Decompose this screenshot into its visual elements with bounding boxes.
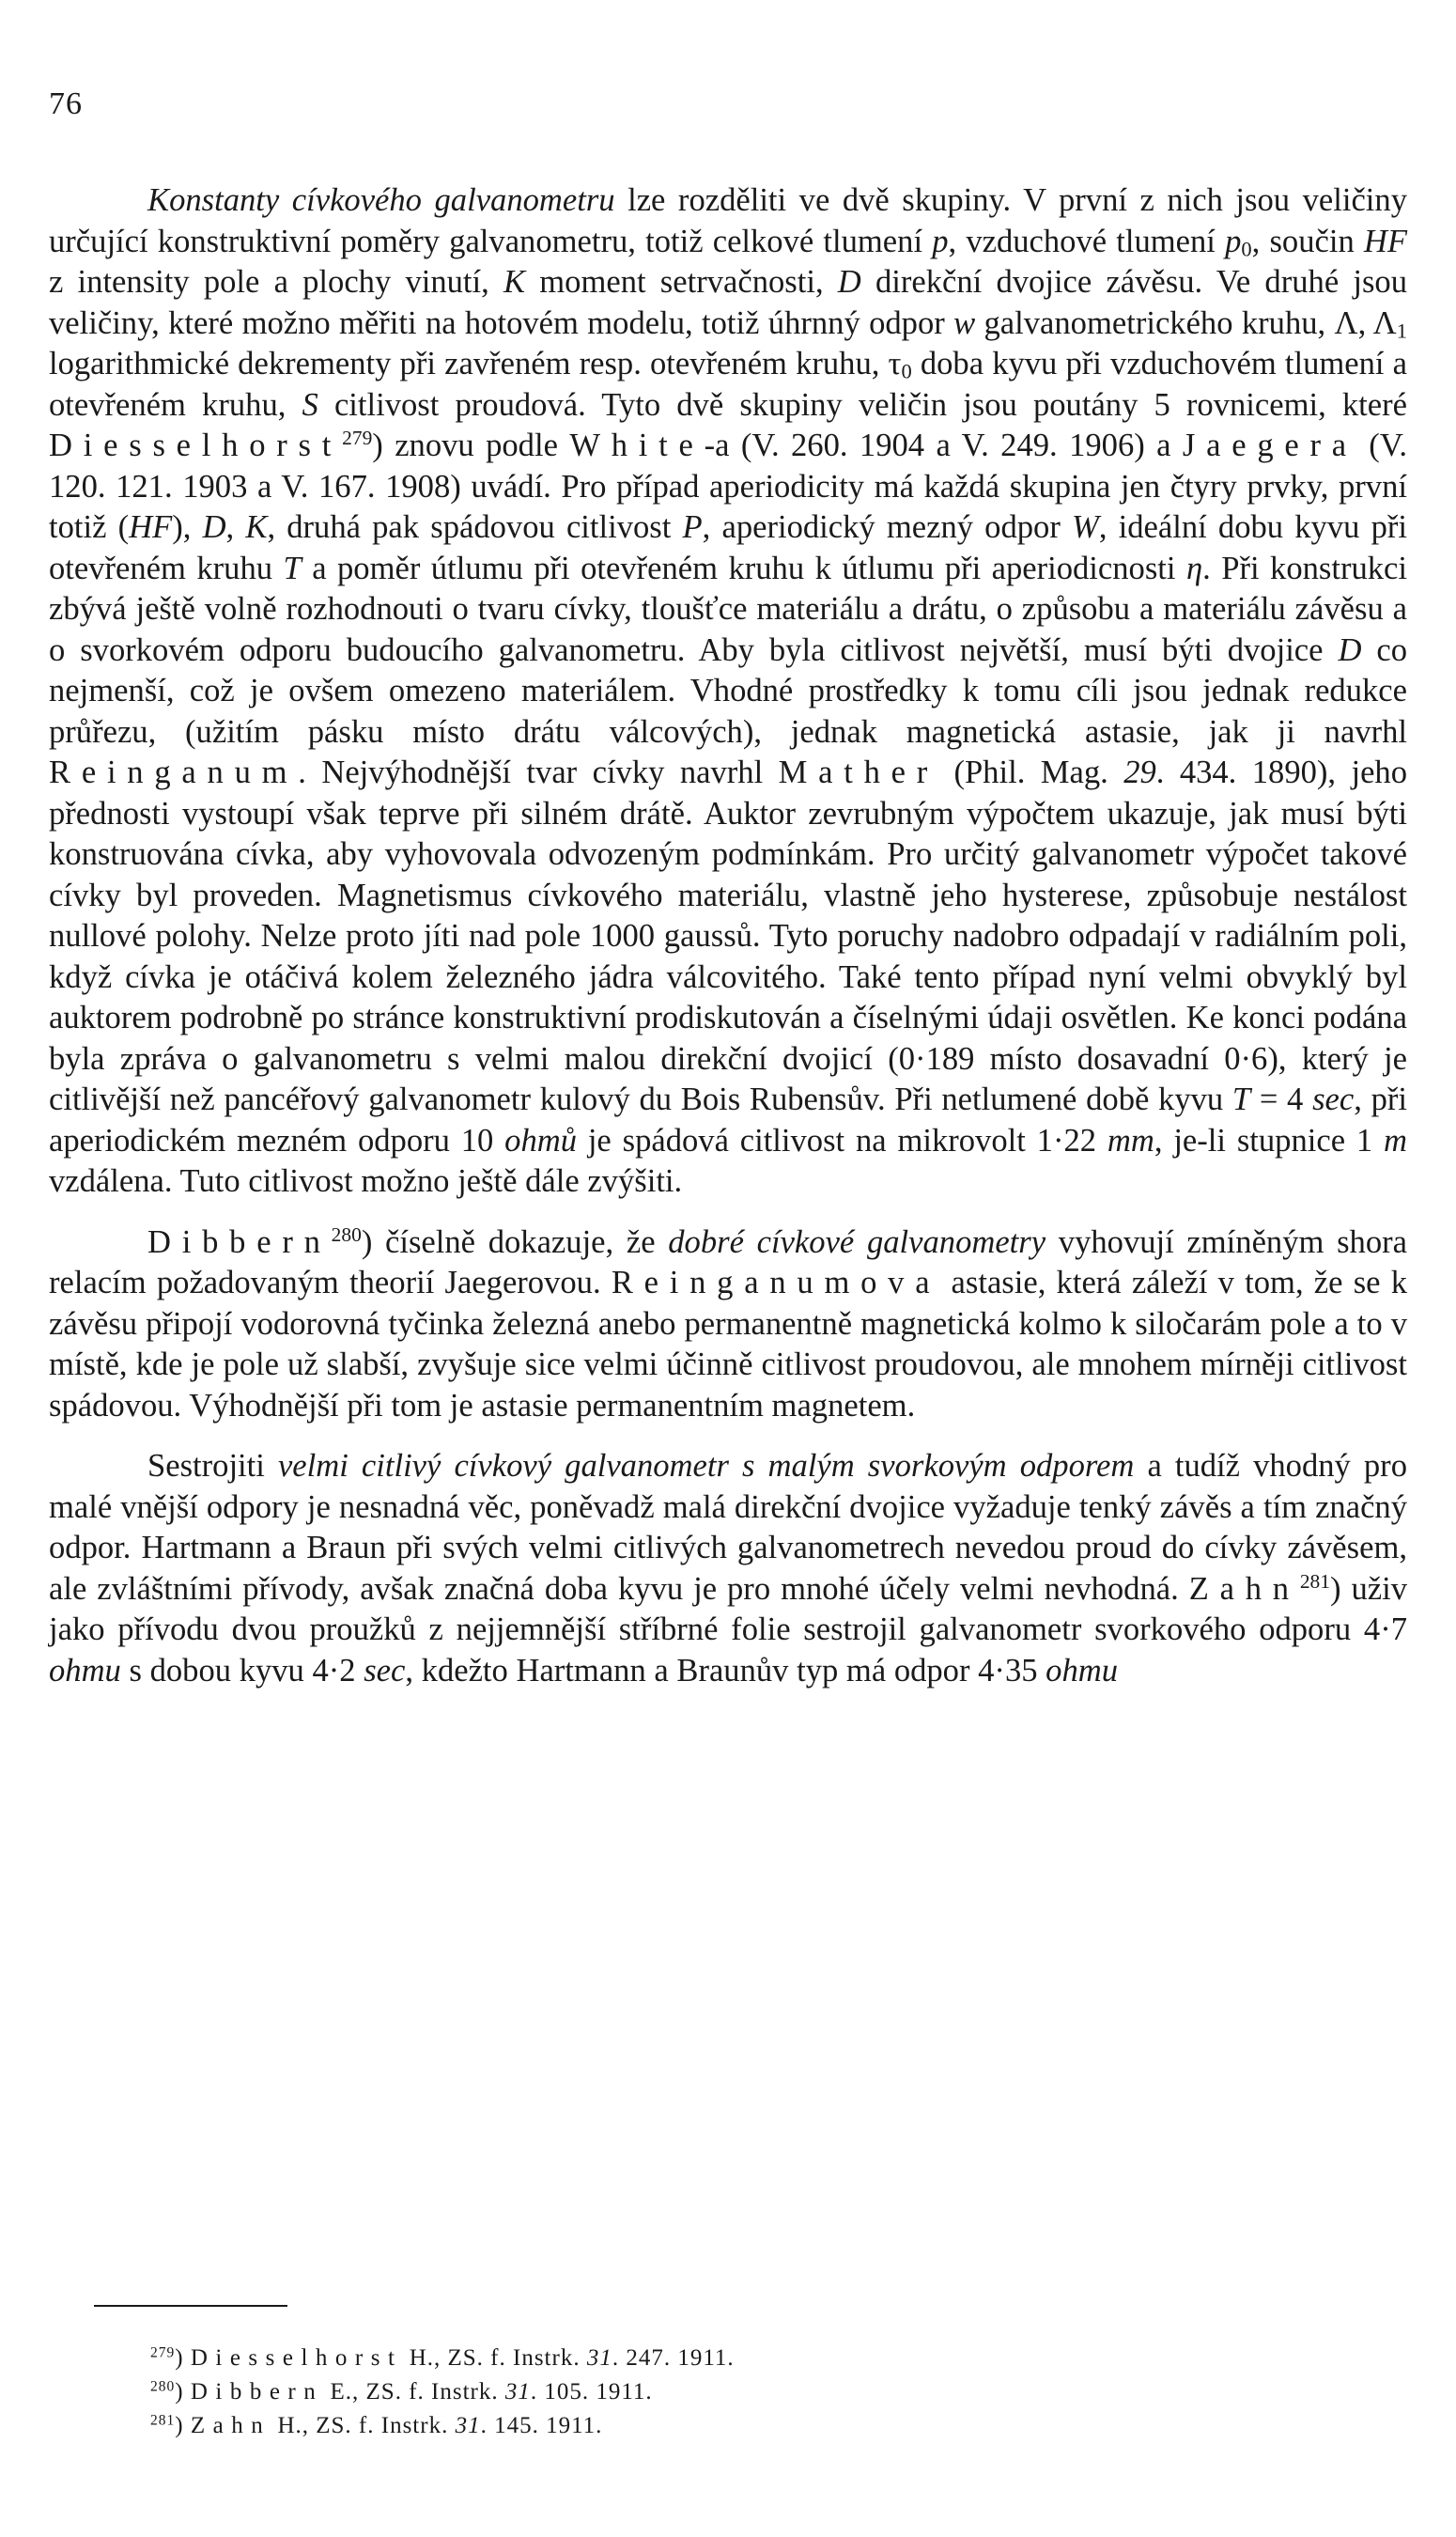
author-name: Zahn [1188,1570,1300,1607]
author-name: Dibbern [147,1223,332,1260]
body-text [49,180,1407,1691]
footnote-280: $^{280}$) Dibbern E., ZS. f. Instrk. 31. 105. 1911. [150,2378,653,2405]
author-name: Diesselhorst [49,428,343,463]
footnote-ref: 279 [342,427,373,450]
footnote-ref: 280 [331,1222,362,1246]
paragraph-galvanometer-constants: Konstanty cívkového galvanometru lze rozděliti ve dvě skupiny. V první z nich jsou veličiny určující konstruktivní poměry galvanometru, totiž celkové tlumení p, vzduchové tlumení $p_0$, součin HF z intensity pole a plochy vinutí, K moment setrvačnosti, D direkční dvojice závěsu. Ve druhé jsou veličiny, které možno měřiti na hotovém modelu, totiž úhrnný odpor w galvanometrického kruhu, Λ, $\Lambda_1$ logarithmické dekrementy při zavřeném resp. otevřeném kruhu, $\tau_0$ doba kyvu při vzduchovém tlumení a otevřeném kruhu, S citlivost proudová. Tyto dvě skupiny veličin jsou poutány 5 rovnicemi, které Diesselhorst$^{279}$) znovu podle White-a (V. 260. 1904 a V. 249. 1906) a Jaegera (V. 120. 121. 1903 a V. 167. 1908) uvádí. Pro případ aperiodicity má každá skupina jen čtyry prvky, první totiž (HF), D, K, druhá pak spádovou citlivost P, aperiodický mezný odpor W, ideální dobu kyvu při otevřeném kruhu T a poměr útlumu při otevřeném kruhu k útlumu při aperiodicnosti η. Při konstrukci zbývá ještě volně rozhodnouti o tvaru cívky, tloušťce materiálu a drátu, o způsobu a materiálu závěsu a o svorkovém odporu budoucího galvanometru. Aby byla citlivost největší, musí býti dvojice D co nejmenší, což je ovšem omezeno materiálem. Vhodné prostředky k tomu cíli jsou jednak redukce průřezu, (užitím pásku místo drátu válcových), jednak magnetická astasie, jak ji navrhl Reinganum. Nejvýhodnější tvar cívky navrhl Mather (Phil. Mag. 29. 434. 1890), jeho přednosti vystoupí však teprve při silném drátě. Auktor zevrubným výpočtem ukazuje, jak musí býti konstruována cívka, aby vyhovovala odvozeným podmínkám. Pro určitý galvanometr výpočet takové cívky byl proveden. Magnetismus cívkového materiálu, vlastně jeho hysterese, způsobuje nestálost nullové polohy. Nelze proto jíti nad pole 1000 gaussů. Tyto poruchy nadobro odpadají v radiálním poli, když cívka je otáčivá kolem železného jádra válcovitého. Také tento případ nyní velmi obvyklý byl auktorem podrobně po stránce konstruktivní prodiskutován a číselnými údaji osvětlen. Ke konci podána byla zpráva o galvanometru s velmi malou direkční dvojicí (0·189 místo dosavadní 0·6), který je citlivější než pancéřový galvanometr kulový du Bois Rubensův. Při netlumené době kyvu T = 4 sec, při aperiodickém mezném odporu 10 ohmů je spádová citlivost na mikrovolt 1·22 mm, je-li stupnice 1 m vzdálena. Tuto citlivost možno ještě dále zvýšiti. [49,182,1408,1199]
paragraph-dibbern: Dibbern$^{280}$) číselně dokazuje, že dobré cívkové galvanometry vyhovují zmíněným shora relacím požadovaným theorií Jaegerovou. Reinganumova astasie, která záleží v tom, že se k závěsu připojí vodorovná tyčinka železná anebo permanentně magnetická kolmo k siločarám pole a to v místě, kde je pole už slabší, zvyšuje sice velmi účinně citlivost proudovou, ale mnohem mírněji citlivost spádovou. Výhodnější při tom je astasie permanentním magnetem. [49,1222,1407,1424]
page-number: 76 [49,86,83,121]
author-name: Jaegera [1182,428,1357,463]
paragraph-low-resistance-galvanometer: Sestrojiti velmi citlivý cívkový galvanometr s malým svorkovým odporem a tudíž vhodný pro malé vnější odpory je nesnadná věc, poněvadž malá direkční dvojice vyžaduje tenký závěs a tím značný odpor. Hartmann a Braun při svých velmi citlivých galvanometrech nevedou proud do cívky závěsem, ale zvláštními přívody, avšak značná doba kyvu je pro mnohé účely velmi nevhodná. Zahn$^{281}$) uživ jako přívodu dvou proužků z nejjemnější stříbrné folie sestrojil galvanometr svorkového odporu 4·7 ohmu s dobou kyvu 4·2 sec, kdežto Hartmann a Braunův typ má odpor 4·35 ohmu [49,1448,1407,1689]
footnote-281: $^{281}$) Zahn H., ZS. f. Instrk. 31. 145. 1911. [150,2412,603,2438]
lead-term: Konstanty cívkového galvanometru [147,182,615,218]
footnote-divider [94,2305,287,2307]
author-name: White [569,428,705,463]
footnote-279: $^{279}$) Diesselhorst H., ZS. f. Instrk. 31. 247. 1911. [150,2344,735,2371]
author-name: Reinganum [49,755,299,790]
author-name: Reinganumova [611,1265,941,1300]
footnote-ref: 281 [1299,1569,1330,1593]
footnotes [150,2342,1184,2443]
author-name: Mather [778,755,939,790]
